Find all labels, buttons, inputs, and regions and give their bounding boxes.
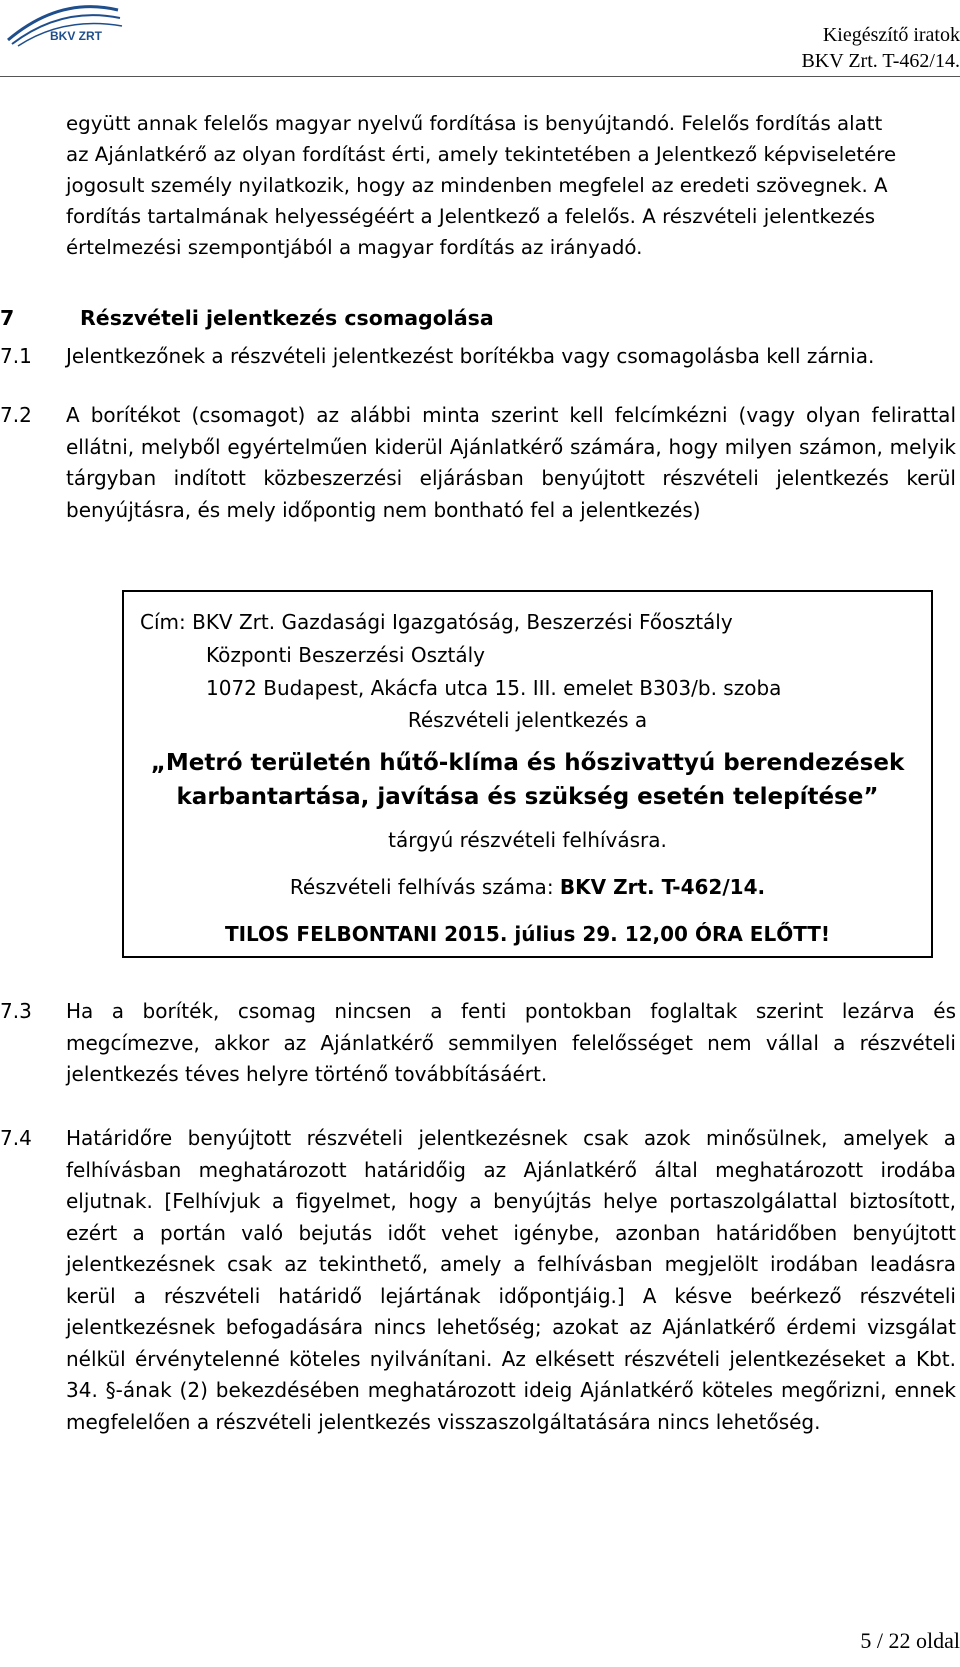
reference-value: BKV Zrt. T-462/14.: [559, 875, 766, 899]
intro-paragraph: [66, 108, 956, 263]
label-subject-line-1: „Metró területén hűtő-klíma és hőszivattyú berendezések: [150, 750, 905, 776]
address-line: Központi Beszerzési Osztály: [206, 643, 485, 667]
intro-line: jogosult személy nyilatkozik, hogy az mindenben megfelel az eredeti szövegnek. A: [66, 174, 888, 197]
address-line: Cím: BKV Zrt. Gazdasági Igazgatóság, Beszerzési Főosztály: [140, 610, 733, 634]
item-number: 7.3: [0, 999, 32, 1023]
item-number: 7.4: [0, 1126, 32, 1150]
address-line: 1072 Budapest, Akácfa utca 15. III. emelet B303/b. szoba: [206, 676, 782, 700]
label-subject-line-2: karbantartása, javítása és szükség esetén telepítése”: [176, 784, 879, 810]
item-text: A borítékot (csomagot) az alábbi minta szerint kell felcímkézni (vagy olyan felirattal ellátni, melyből egyértelműen kiderül Ajánlatkérő számára, hogy milyen számon, melyik tárgyban indított közbeszerzési eljárásban benyújtott részvételi jelentkezés kerül benyújtásra, és mely időpontig nem bontható fel a jelentkezés): [66, 403, 956, 522]
list-item-7-2: [0, 400, 956, 526]
intro-line: az Ajánlatkérő az olyan fordítást érti, amely tekintetében a Jelentkező képviseletére: [66, 143, 897, 166]
list-item-7-4: [0, 1123, 956, 1438]
list-item-7-1: [0, 341, 956, 373]
section-title: Részvételi jelentkezés csomagolása: [80, 306, 494, 330]
item-text: Határidőre benyújtott részvételi jelentkezésnek csak azok minősülnek, amelyek a felhívásban meghatározott határidőig az Ajánlatkérő által meghatározott irodába eljutnak. [Felhívjuk a figyelmet, hogy a benyújtás helye portaszolgálattal biztosított, ezért a portán való bejutás időt vehet igénybe, azonban határidőben benyújtott jelentkezésnek csak az tekinthető, amely a felhívásban megjelölt irodában leadásra kerül a részvételi határidő lejártának időpontjáig.] A késve beérkező részvételi jelentkezésnek befogadására nincs lehetőség; azokat az Ajánlatkérő érdemi vizsgálat nélkül érvénytelenné köteles nyilvánítani. Az elkésett részvételi jelentkezéseket a Kbt. 34. §-ának (2) bekezdésében meghatározott ideig Ajánlatkérő köteles megőrizni, ennek megfelelően a részvételi jelentkezés visszaszolgáltatására nincs lehetőség.: [66, 1126, 956, 1434]
item-number: 7.2: [0, 403, 32, 427]
logo-text: BKV ZRT: [50, 29, 102, 43]
label-subject-suffix: tárgyú részvételi felhívásra.: [388, 828, 667, 852]
item-number: 7.1: [0, 344, 32, 368]
page-number: 5 / 22 oldal: [860, 1628, 960, 1653]
page-header: [0, 0, 960, 80]
intro-line: fordítás tartalmának helyességéért a Jelentkező a felelős. A részvételi jelentkezés: [66, 205, 876, 228]
header-doc-ref: BKV Zrt. T-462/14.: [801, 50, 960, 72]
reference-label: Részvételi felhívás száma:: [289, 875, 560, 899]
bkv-logo: [0, 0, 125, 48]
intro-line: értelmezési szempontjából a magyar fordítás az irányadó.: [66, 236, 643, 259]
intro-line: együtt annak felelős magyar nyelvű fordítása is benyújtandó. Felelős fordítás alatt: [66, 112, 883, 135]
header-doc-info: [801, 22, 960, 74]
header-divider: [0, 76, 960, 77]
label-address: [140, 606, 781, 705]
item-text: Jelentkezőnek a részvételi jelentkezést borítékba vagy csomagolásba kell zárnia.: [66, 344, 875, 368]
list-item-7-3: [0, 996, 956, 1091]
envelope-label-box: [122, 590, 933, 958]
section-number: 7: [0, 306, 15, 330]
header-doc-title: Kiegészítő iratok: [822, 24, 960, 46]
label-intro: Részvételi jelentkezés a: [407, 708, 648, 732]
item-text: Ha a boríték, csomag nincsen a fenti pontokban foglaltak szerint lezárva és megcímezve, akkor az Ajánlatkérő semmilyen felelősséget nem vállal a részvételi jelentkezés téves helyre történő továbbításáért.: [66, 999, 956, 1086]
label-warning: TILOS FELBONTANI 2015. július 29. 12,00 ÓRA ELŐTT!: [224, 922, 831, 946]
label-reference: [124, 875, 931, 899]
